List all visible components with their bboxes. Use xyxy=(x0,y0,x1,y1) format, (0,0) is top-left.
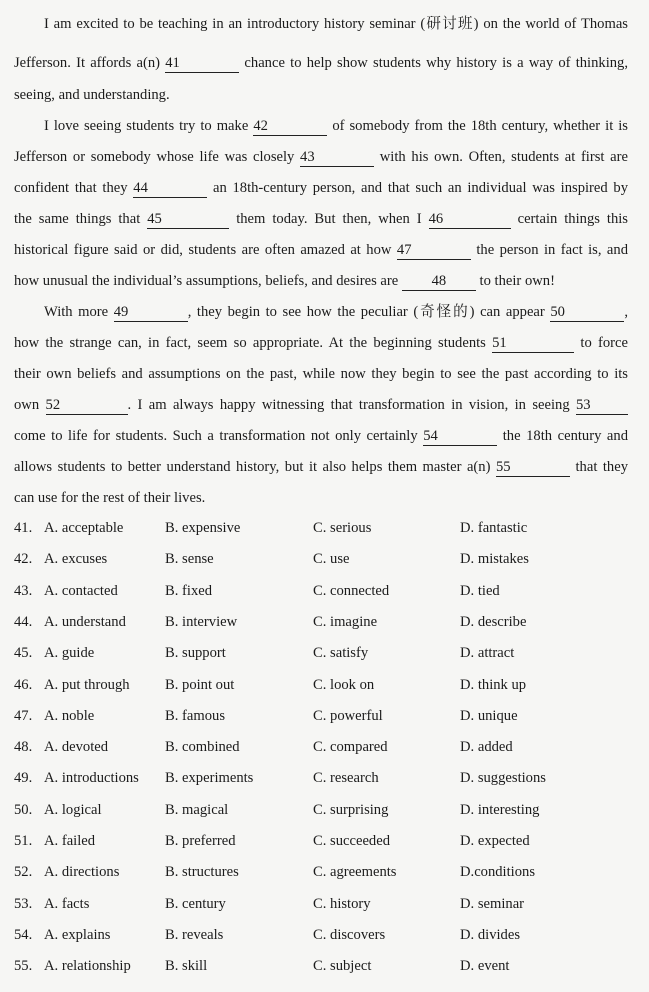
option-d[interactable]: D.conditions xyxy=(460,864,535,880)
blank-50[interactable]: 50 xyxy=(550,304,624,322)
passage-line: I love seeing students try to make 42 of somebody from the 18th century, whether it is xyxy=(44,118,628,134)
option-a[interactable]: A. guide xyxy=(44,645,95,661)
option-d[interactable]: D. event xyxy=(460,958,510,974)
option-c[interactable]: C. look on xyxy=(313,677,375,693)
question-row xyxy=(14,955,634,977)
option-d[interactable]: D. suggestions xyxy=(460,770,546,786)
blank-54[interactable]: 54 xyxy=(423,428,497,446)
question-row xyxy=(14,861,634,883)
blank-53[interactable]: 53 xyxy=(576,397,628,415)
question-row xyxy=(14,705,634,727)
blank-52[interactable]: 52 xyxy=(46,397,128,415)
question-row xyxy=(14,674,634,696)
question-row xyxy=(14,830,634,852)
question-row xyxy=(14,611,634,633)
question-number: 47. xyxy=(14,708,33,724)
passage-line: can use for the rest of their lives. xyxy=(14,490,206,506)
option-d[interactable]: D. describe xyxy=(460,614,527,630)
option-c[interactable]: C. research xyxy=(313,770,379,786)
option-b[interactable]: B. century xyxy=(165,896,226,912)
option-b[interactable]: B. point out xyxy=(165,677,235,693)
passage-line: confident that they 44 an 18th-century person, and that such an individual was inspired by xyxy=(14,180,628,196)
blank-41[interactable]: 41 xyxy=(165,55,239,73)
option-c[interactable]: C. subject xyxy=(313,958,372,974)
question-number: 52. xyxy=(14,864,33,880)
option-a[interactable]: A. put through xyxy=(44,677,130,693)
blank-47[interactable]: 47 xyxy=(397,242,471,260)
option-c[interactable]: C. powerful xyxy=(313,708,383,724)
option-d[interactable]: D. tied xyxy=(460,583,500,599)
option-a[interactable]: A. failed xyxy=(44,833,96,849)
question-row xyxy=(14,548,634,570)
option-a[interactable]: A. noble xyxy=(44,708,95,724)
question-number: 41. xyxy=(14,520,33,536)
question-number: 54. xyxy=(14,927,33,943)
passage-line: seeing, and understanding. xyxy=(14,87,170,103)
option-d[interactable]: D. expected xyxy=(460,833,530,849)
option-c[interactable]: C. imagine xyxy=(313,614,378,630)
passage-line: With more 49 , they begin to see how the peculiar (奇怪的) can appear 50 , xyxy=(44,304,628,320)
option-c[interactable]: C. use xyxy=(313,551,350,567)
option-a[interactable]: A. directions xyxy=(44,864,120,880)
question-row xyxy=(14,924,634,946)
question-row xyxy=(14,736,634,758)
option-a[interactable]: A. introductions xyxy=(44,770,139,786)
option-c[interactable]: C. history xyxy=(313,896,371,912)
question-row xyxy=(14,517,634,539)
blank-44[interactable]: 44 xyxy=(133,180,207,198)
question-number: 50. xyxy=(14,802,33,818)
passage-line: Jefferson. It affords a(n) 41 chance to help show students why history is a way of thinking, xyxy=(14,55,628,71)
option-c[interactable]: C. compared xyxy=(313,739,388,755)
option-d[interactable]: D. fantastic xyxy=(460,520,528,536)
option-d[interactable]: D. unique xyxy=(460,708,518,724)
blank-46[interactable]: 46 xyxy=(429,211,511,229)
option-d[interactable]: D. attract xyxy=(460,645,515,661)
passage-line: how unusual the individual’s assumptions, beliefs, and desires are 48 to their own! xyxy=(14,273,555,289)
blank-48[interactable]: 48 xyxy=(402,273,476,291)
option-a[interactable]: A. logical xyxy=(44,802,102,818)
question-number: 49. xyxy=(14,770,33,786)
option-a[interactable]: A. devoted xyxy=(44,739,109,755)
question-row xyxy=(14,893,634,915)
option-a[interactable]: A. contacted xyxy=(44,583,118,599)
option-d[interactable]: D. divides xyxy=(460,927,520,943)
option-b[interactable]: B. expensive xyxy=(165,520,241,536)
option-b[interactable]: B. fixed xyxy=(165,583,213,599)
question-number: 53. xyxy=(14,896,33,912)
option-c[interactable]: C. succeeded xyxy=(313,833,390,849)
question-row xyxy=(14,580,634,602)
question-number: 42. xyxy=(14,551,33,567)
option-b[interactable]: B. famous xyxy=(165,708,225,724)
passage-line: Jefferson or somebody whose life was closely 43 with his own. Often, students at first are xyxy=(14,149,628,165)
option-b[interactable]: B. sense xyxy=(165,551,214,567)
passage-line: historical figure said or did, students are often amazed at how 47 the person in fact is, and xyxy=(14,242,628,258)
question-number: 48. xyxy=(14,739,33,755)
option-d[interactable]: D. seminar xyxy=(460,896,525,912)
blank-55[interactable]: 55 xyxy=(496,459,570,477)
option-b[interactable]: B. reveals xyxy=(165,927,224,943)
option-b[interactable]: B. magical xyxy=(165,802,229,818)
passage-line: come to life for students. Such a transformation not only certainly 54 the 18th century and xyxy=(14,428,629,444)
question-row xyxy=(14,642,634,664)
option-b[interactable]: B. combined xyxy=(165,739,240,755)
option-a[interactable]: A. excuses xyxy=(44,551,108,567)
option-b[interactable]: B. support xyxy=(165,645,226,661)
option-c[interactable]: C. discovers xyxy=(313,927,386,943)
question-number: 55. xyxy=(14,958,33,974)
passage-line: allows students to better understand history, but it also helps them master a(n) 55 that they xyxy=(14,459,628,475)
question-number: 44. xyxy=(14,614,33,630)
option-a[interactable]: A. explains xyxy=(44,927,111,943)
blank-51[interactable]: 51 xyxy=(492,335,574,353)
option-c[interactable]: C. agreements xyxy=(313,864,397,880)
blank-45[interactable]: 45 xyxy=(147,211,229,229)
passage-line: own 52 . I am always happy witnessing that transformation in vision, in seeing 53 xyxy=(14,395,628,415)
passage-line: their own beliefs and assumptions on the past, while now they begin to see the past according to its xyxy=(14,366,628,382)
blank-42[interactable]: 42 xyxy=(253,118,327,136)
option-d[interactable]: D. mistakes xyxy=(460,551,529,567)
passage-line: how the strange can, in fact, seem so appropriate. At the beginning students 51 to force xyxy=(14,335,628,351)
question-number: 43. xyxy=(14,583,33,599)
blank-49[interactable]: 49 xyxy=(114,304,188,322)
option-a[interactable]: A. acceptable xyxy=(44,520,124,536)
option-c[interactable]: C. serious xyxy=(313,520,372,536)
option-c[interactable]: C. connected xyxy=(313,583,390,599)
option-c[interactable]: C. satisfy xyxy=(313,645,369,661)
question-row xyxy=(14,767,634,789)
option-d[interactable]: D. think up xyxy=(460,677,527,693)
option-d[interactable]: D. added xyxy=(460,739,513,755)
option-b[interactable]: B. structures xyxy=(165,864,239,880)
option-a[interactable]: A. facts xyxy=(44,896,90,912)
option-b[interactable]: B. experiments xyxy=(165,770,254,786)
option-a[interactable]: A. understand xyxy=(44,614,126,630)
option-b[interactable]: B. preferred xyxy=(165,833,236,849)
passage-line: I am excited to be teaching in an introductory history seminar (研讨班) on the world of Thomas xyxy=(44,16,628,32)
question-number: 51. xyxy=(14,833,33,849)
question-row xyxy=(14,799,634,821)
option-a[interactable]: A. relationship xyxy=(44,958,131,974)
option-c[interactable]: C. surprising xyxy=(313,802,389,818)
option-b[interactable]: B. skill xyxy=(165,958,208,974)
question-number: 45. xyxy=(14,645,33,661)
option-d[interactable]: D. interesting xyxy=(460,802,540,818)
blank-43[interactable]: 43 xyxy=(300,149,374,167)
passage-line: the same things that 45 them today. But then, when I 46 certain things this xyxy=(14,211,628,227)
option-b[interactable]: B. interview xyxy=(165,614,238,630)
question-number: 46. xyxy=(14,677,33,693)
